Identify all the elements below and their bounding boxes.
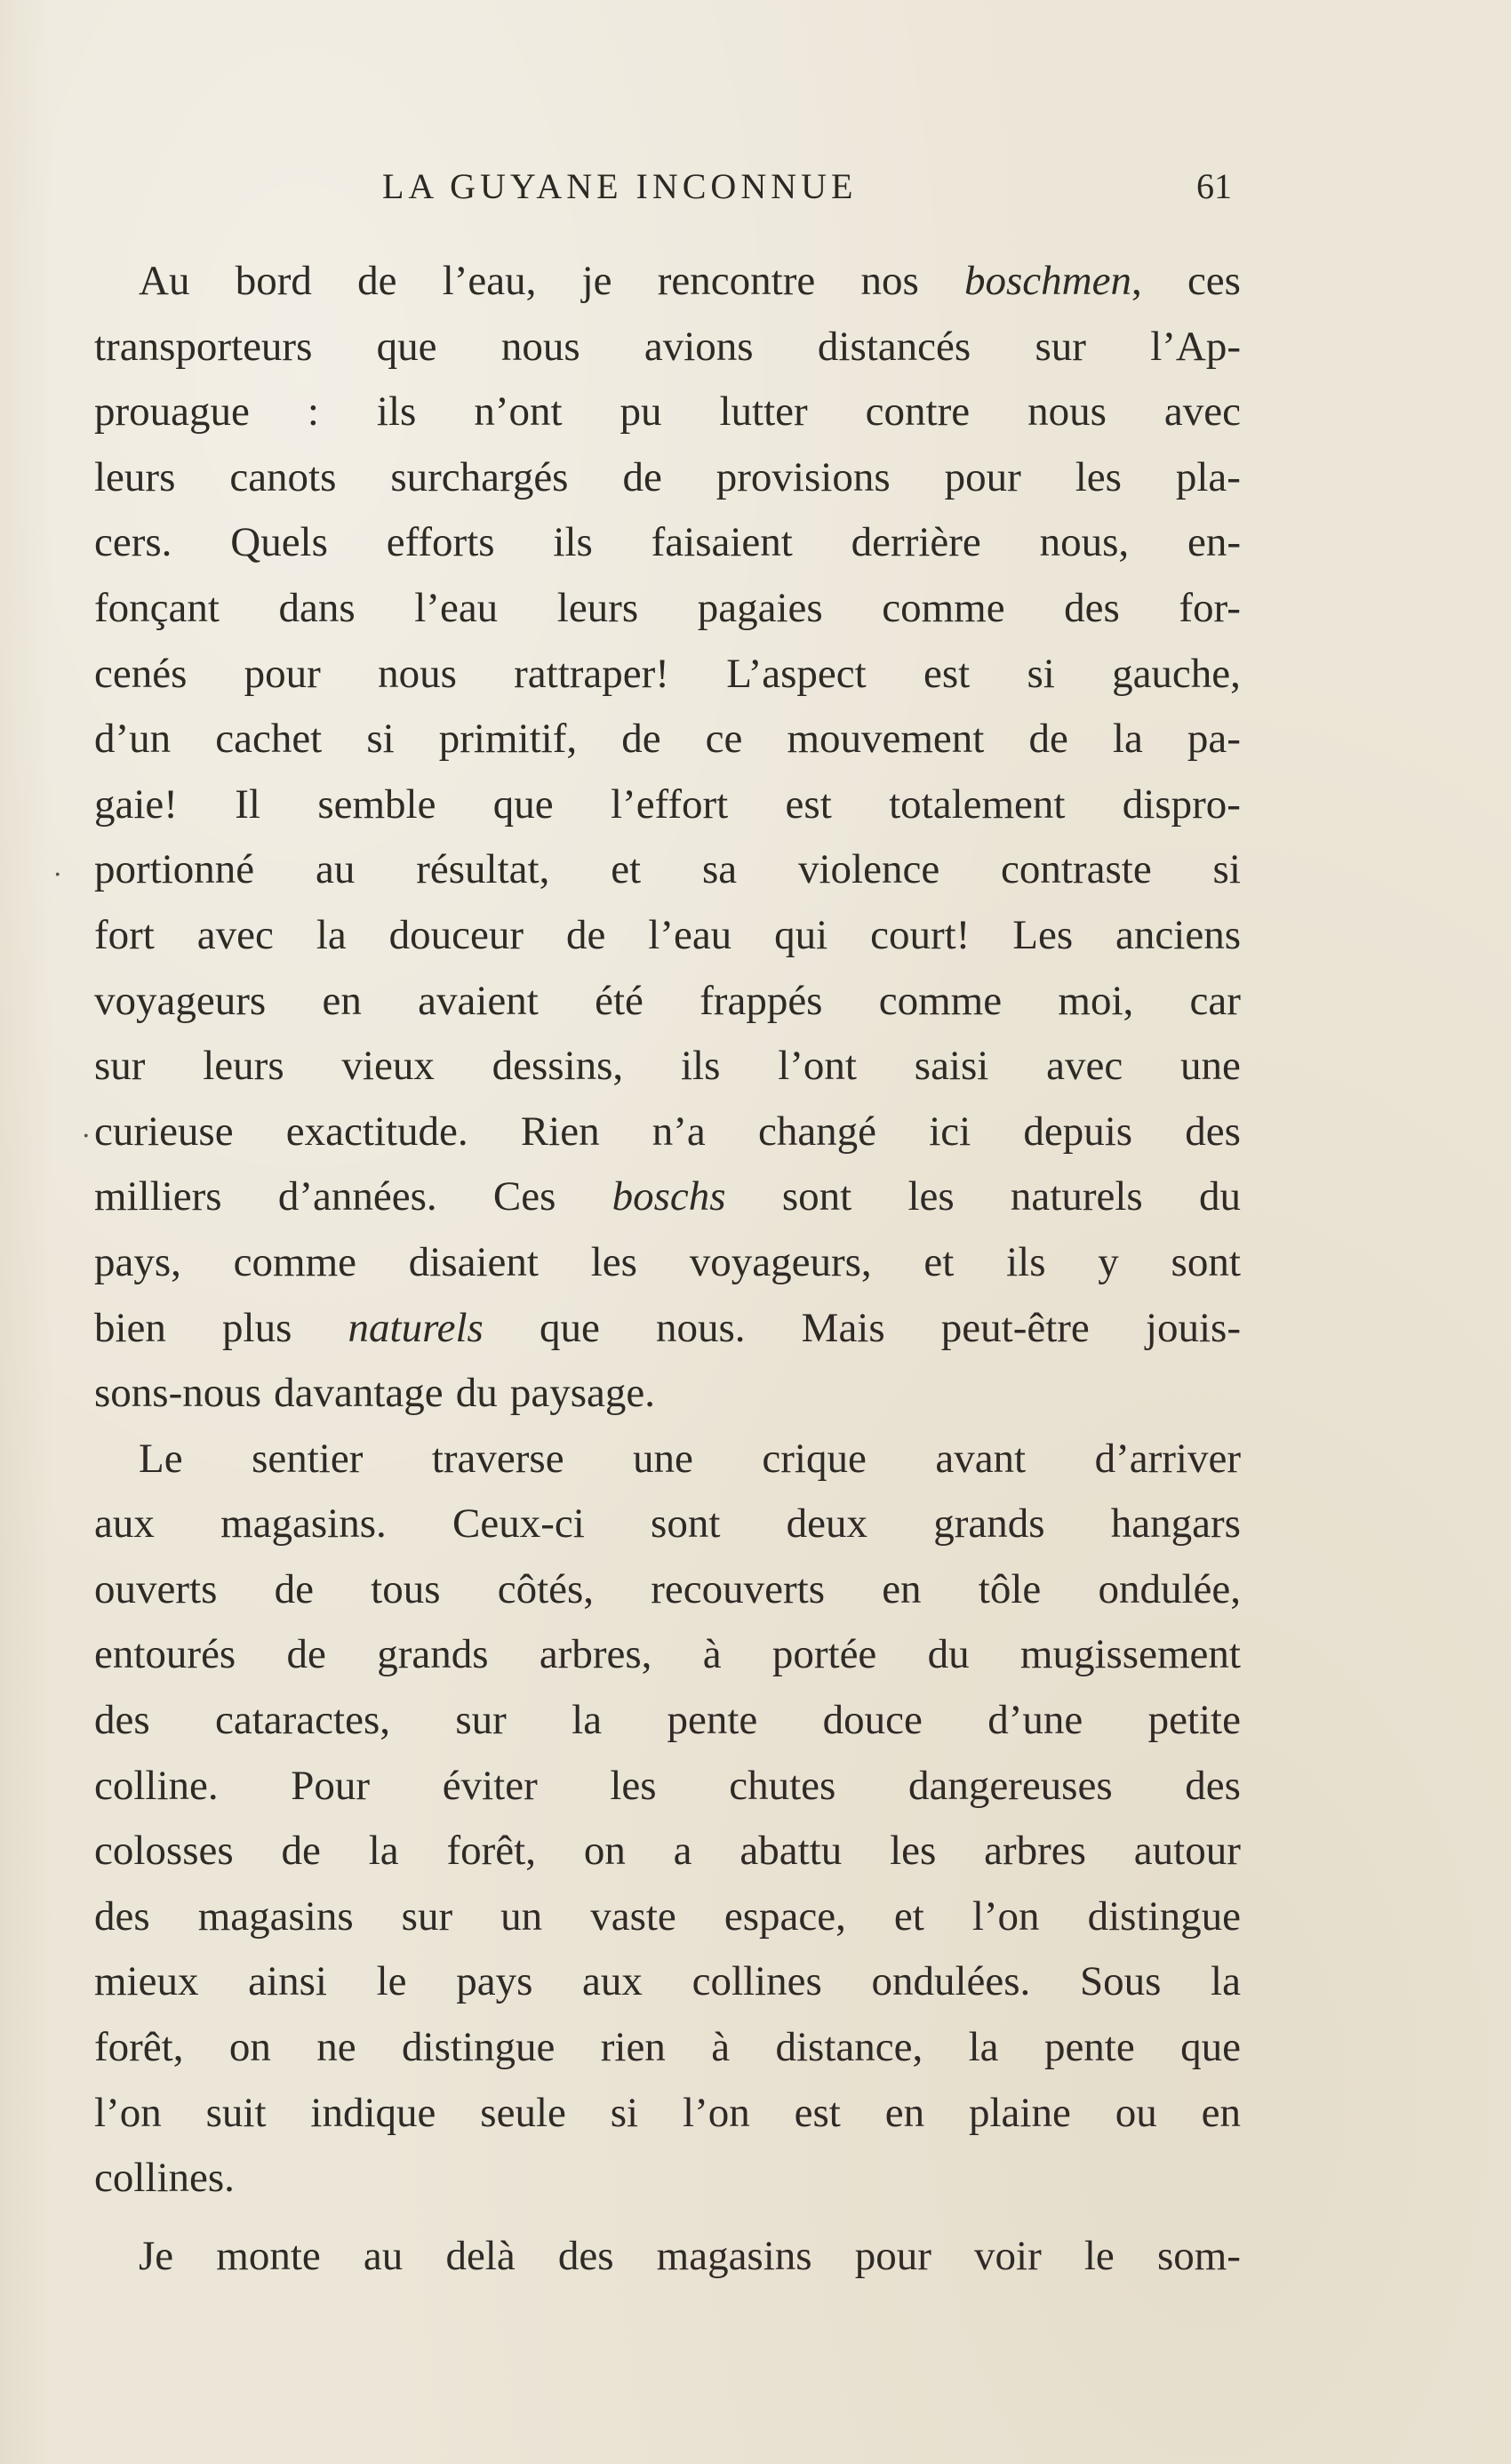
word: Les — [1012, 911, 1074, 958]
word: crique — [762, 1435, 867, 1482]
word: Mais — [801, 1304, 885, 1351]
word: canots — [229, 453, 337, 500]
word: au — [363, 2232, 404, 2279]
word: l’eau — [648, 911, 732, 958]
word: avec — [1046, 1043, 1123, 1090]
word: espace, — [724, 1892, 846, 1940]
word: leurs — [556, 584, 639, 631]
text-line — [94, 707, 1241, 772]
word: une — [1180, 1043, 1241, 1090]
word: d’un — [94, 716, 172, 763]
word: autour — [1133, 1828, 1241, 1875]
word: nous — [500, 323, 580, 370]
word: de — [1028, 716, 1068, 763]
word: tous — [371, 1565, 441, 1612]
word: provisions — [716, 453, 891, 500]
word: sentier — [252, 1435, 364, 1482]
word: du — [1198, 1173, 1241, 1220]
word: en- — [1187, 519, 1241, 566]
word: distancés — [817, 323, 971, 370]
word: curieuse — [94, 1108, 234, 1155]
text-line — [94, 1034, 1241, 1100]
word: dessins, — [492, 1043, 624, 1090]
word: côtés, — [497, 1565, 595, 1612]
word: l’eau, — [442, 258, 537, 304]
word: que — [1180, 2024, 1241, 2071]
word: si — [1212, 846, 1241, 893]
word: depuis — [1023, 1108, 1133, 1155]
text-line — [94, 969, 1241, 1035]
word: pagaies — [697, 584, 823, 631]
word: la — [968, 2024, 999, 2071]
word: sons-nous — [94, 1370, 262, 1417]
word: pays — [456, 1958, 533, 2005]
word: pu — [620, 388, 662, 436]
word: n’a — [652, 1108, 706, 1155]
word: collines — [692, 1958, 822, 2005]
word: leurs — [94, 453, 176, 500]
word: y — [1098, 1238, 1119, 1285]
word: cataractes, — [215, 1697, 390, 1744]
text-line — [94, 315, 1241, 380]
word: à — [702, 1631, 722, 1678]
word: cachet — [215, 716, 323, 763]
text-line — [94, 1688, 1241, 1754]
word: vieux — [341, 1043, 435, 1090]
word: en — [882, 1565, 922, 1612]
word: boschmen, — [963, 258, 1142, 304]
word: ne — [316, 2024, 356, 2071]
word: de — [565, 911, 606, 958]
word: et — [893, 1892, 924, 1940]
word: arbres, — [539, 1631, 652, 1678]
word: cenés — [94, 650, 188, 697]
word: sur — [94, 1043, 146, 1090]
text-line — [94, 249, 1241, 315]
word: d’arriver — [1094, 1435, 1241, 1482]
word: nous — [378, 650, 457, 697]
word: totalement — [889, 780, 1066, 828]
text-line — [94, 1622, 1241, 1688]
word: plus — [222, 1304, 292, 1351]
word: si — [366, 716, 395, 763]
body-text — [94, 249, 1241, 2289]
word: seule — [480, 2089, 566, 2136]
word: avions — [644, 323, 754, 370]
word: jouis- — [1145, 1304, 1241, 1351]
word: pour — [944, 453, 1021, 500]
word: comme — [882, 584, 1005, 631]
word: collines. — [94, 2155, 235, 2202]
text-line — [94, 1819, 1241, 1884]
word: de — [286, 1631, 326, 1678]
word: l’on — [94, 2089, 162, 2136]
text-line — [94, 1427, 1241, 1492]
word: les — [610, 1762, 657, 1809]
word: le — [376, 1958, 407, 2005]
word: mouvement — [787, 716, 985, 763]
word: en — [322, 977, 362, 1024]
word: entourés — [94, 1631, 236, 1678]
word: Pour — [291, 1762, 371, 1809]
word: nos — [860, 258, 919, 304]
word: Au — [139, 258, 190, 304]
word: pour — [244, 650, 321, 697]
text-line — [94, 1296, 1241, 1362]
word: les — [590, 1238, 637, 1285]
word: bien — [94, 1304, 166, 1351]
word: la — [572, 1697, 603, 1744]
word: saisi — [914, 1043, 989, 1090]
word: Rien — [520, 1108, 600, 1155]
word: faisaient — [651, 519, 793, 566]
text-line — [94, 510, 1241, 576]
word: douce — [822, 1697, 923, 1744]
word: magasins. — [220, 1500, 387, 1548]
word: a — [673, 1828, 692, 1875]
word: boschs — [612, 1173, 726, 1220]
word: anciens — [1115, 911, 1241, 958]
word: ces — [1187, 258, 1241, 304]
word: en — [1201, 2089, 1241, 2136]
word: sont — [781, 1173, 852, 1220]
word: l’on — [683, 2089, 750, 2136]
word: nous. — [655, 1304, 746, 1351]
word: sur — [1035, 323, 1086, 370]
word: sur — [455, 1697, 507, 1744]
word: Quels — [230, 519, 328, 566]
word: voir — [974, 2232, 1042, 2279]
word: des — [1064, 584, 1120, 631]
word: ouverts — [94, 1565, 218, 1612]
word: changé — [757, 1108, 877, 1155]
word: la — [316, 911, 347, 958]
word: gaie! — [94, 780, 178, 828]
text-line — [94, 1884, 1241, 1950]
word: Sous — [1079, 1958, 1162, 2005]
word: au — [316, 846, 356, 893]
word: distingue — [402, 2024, 556, 2071]
word: la — [368, 1828, 399, 1875]
word: un — [500, 1892, 543, 1940]
word: dans — [278, 584, 356, 631]
word: avant — [935, 1435, 1027, 1482]
text-line — [94, 1100, 1241, 1165]
word: suit — [205, 2089, 267, 2136]
word: des — [1185, 1108, 1241, 1155]
word: portée — [771, 1631, 877, 1678]
word: l’ont — [778, 1043, 857, 1090]
word: vaste — [590, 1892, 676, 1940]
word: for- — [1179, 584, 1241, 631]
text-line — [94, 1557, 1241, 1623]
word: d’une — [987, 1697, 1083, 1744]
word: mieux — [94, 1958, 199, 2005]
word: avaient — [418, 977, 539, 1024]
word: résultat, — [416, 846, 550, 893]
word: avec — [1163, 388, 1241, 436]
word: que — [539, 1304, 600, 1351]
word: est — [794, 2089, 841, 2136]
word: Le — [139, 1435, 183, 1482]
word: des — [94, 1697, 150, 1744]
word: petite — [1147, 1697, 1241, 1744]
word: à — [711, 2024, 731, 2071]
word: tôle — [978, 1565, 1042, 1612]
word: mugissement — [1019, 1631, 1241, 1678]
word: indique — [310, 2089, 436, 2136]
margin-speck: . — [53, 852, 62, 883]
word: de — [622, 453, 662, 500]
word: ils — [376, 388, 417, 436]
word: fort — [94, 911, 155, 958]
word: gauche, — [1112, 650, 1241, 697]
word: plaine — [969, 2089, 1071, 2136]
text-line — [94, 2224, 1241, 2290]
word: l’eau — [414, 584, 499, 631]
text-line — [94, 576, 1241, 642]
word: ou — [1115, 2089, 1157, 2136]
margin-speck: . — [82, 1113, 91, 1144]
word: du — [927, 1631, 970, 1678]
word: du — [455, 1370, 498, 1417]
word: colline. — [94, 1762, 219, 1809]
word: de — [621, 716, 661, 763]
word: que — [492, 780, 554, 828]
word: lutter — [719, 388, 808, 436]
word: pays, — [94, 1238, 181, 1285]
word: rien — [600, 2024, 666, 2071]
word: frappés — [700, 977, 823, 1024]
word: les — [907, 1173, 955, 1220]
word: delà — [445, 2232, 516, 2279]
word: magasins — [197, 1892, 354, 1940]
word: hangars — [1110, 1500, 1241, 1548]
word: une — [633, 1435, 693, 1482]
word: sa — [701, 846, 738, 893]
word: milliers — [94, 1173, 222, 1220]
word: ils — [553, 519, 593, 566]
word: ondulée, — [1098, 1565, 1241, 1612]
word: magasins — [656, 2232, 812, 2279]
word: recouverts — [651, 1565, 825, 1612]
word: cers. — [94, 519, 172, 566]
word: est — [785, 780, 832, 828]
word: on — [228, 2024, 271, 2071]
word: derrière — [851, 519, 981, 566]
word: davantage — [274, 1370, 444, 1417]
word: ainsi — [248, 1958, 327, 2005]
word: bord — [235, 258, 312, 304]
word: si — [610, 2089, 639, 2136]
text-line — [94, 2146, 1241, 2212]
text-line — [94, 2015, 1241, 2081]
word: été — [595, 977, 644, 1024]
word: le — [1083, 2232, 1115, 2279]
word: som- — [1156, 2232, 1241, 2279]
word: ici — [929, 1108, 971, 1155]
word: efforts — [386, 519, 495, 566]
word: moi, — [1058, 977, 1134, 1024]
word: l’on — [971, 1892, 1040, 1940]
word: dangereuses — [907, 1762, 1113, 1809]
running-title: LA GUYANE INCONNUE — [382, 166, 858, 206]
text-line — [94, 1949, 1241, 2015]
word: pente — [1043, 2024, 1135, 2071]
text-line — [94, 837, 1241, 903]
word: pente — [667, 1697, 758, 1744]
word: semble — [317, 780, 436, 828]
text-line — [94, 772, 1241, 838]
word: la — [1112, 716, 1143, 763]
word: prouague — [94, 388, 250, 436]
word: comme — [878, 977, 1003, 1024]
word: je — [581, 258, 612, 304]
word: colosses — [94, 1828, 234, 1875]
word: des — [1185, 1762, 1241, 1809]
word: L’aspect — [726, 650, 867, 697]
text-line — [94, 1754, 1241, 1820]
word: deux — [786, 1500, 867, 1548]
word: contre — [865, 388, 971, 436]
word: les — [890, 1828, 937, 1875]
word: dispro- — [1122, 780, 1241, 828]
word: aux — [94, 1500, 155, 1548]
word: si — [1027, 650, 1055, 697]
word: la — [1211, 1958, 1241, 2005]
word: grands — [377, 1631, 489, 1678]
word: portionné — [94, 846, 255, 893]
word: contraste — [1001, 846, 1152, 893]
word: n’ont — [474, 388, 563, 436]
word: nous, — [1039, 519, 1130, 566]
word: nous — [1027, 388, 1107, 436]
text-line — [94, 1361, 1241, 1427]
word: ils — [1006, 1238, 1046, 1285]
word: l’effort — [610, 780, 729, 828]
word: d’années. — [277, 1173, 437, 1220]
word: l’Ap- — [1150, 323, 1241, 370]
word: en — [884, 2089, 925, 2136]
word: car — [1189, 977, 1241, 1024]
word: Ceux-ci — [452, 1500, 585, 1548]
word: les — [1075, 453, 1122, 500]
word: rencontre — [657, 258, 816, 304]
word: que — [376, 323, 437, 370]
word: leurs — [203, 1043, 284, 1090]
word: arbres — [984, 1828, 1086, 1875]
word: surchargés — [390, 453, 569, 500]
word: fonçant — [94, 584, 220, 631]
word: Je — [139, 2232, 174, 2279]
word: distance, — [775, 2024, 923, 2071]
text-line — [94, 380, 1241, 445]
word: voyageurs — [94, 977, 267, 1024]
text-line — [94, 1492, 1241, 1557]
word: court! — [870, 911, 971, 958]
word: grands — [933, 1500, 1045, 1548]
word: : — [307, 388, 319, 436]
word: sont — [651, 1500, 721, 1548]
word: pour — [854, 2232, 931, 2279]
text-line — [94, 1164, 1241, 1230]
word: Ces — [492, 1173, 556, 1220]
word: et — [923, 1238, 955, 1285]
word: disaient — [408, 1238, 539, 1285]
word: est — [923, 650, 971, 697]
word: pa- — [1187, 716, 1241, 763]
word: forêt, — [446, 1828, 536, 1875]
word: et — [611, 846, 642, 893]
text-line — [94, 1230, 1241, 1296]
word: distingue — [1087, 1892, 1241, 1940]
word: rattraper! — [514, 650, 669, 697]
word: ondulées. — [871, 1958, 1031, 2005]
word: monte — [216, 2232, 321, 2279]
word: paysage. — [509, 1370, 655, 1417]
word: transporteurs — [94, 323, 313, 370]
word: traverse — [431, 1435, 564, 1482]
word: douceur — [388, 911, 524, 958]
text-line — [94, 903, 1241, 969]
word: de — [274, 1565, 314, 1612]
word: de — [281, 1828, 321, 1875]
word: primitif, — [438, 716, 578, 763]
word: avec — [196, 911, 274, 958]
word: qui — [774, 911, 828, 958]
word: peut-être — [940, 1304, 1090, 1351]
word: exactitude. — [285, 1108, 468, 1155]
word: ils — [680, 1043, 721, 1090]
word: aux — [582, 1958, 643, 2005]
word: chutes — [729, 1762, 836, 1809]
page-number: 61 — [1196, 166, 1232, 206]
word: comme — [233, 1238, 357, 1285]
word: voyageurs, — [689, 1238, 872, 1285]
text-line — [94, 445, 1241, 511]
word: des — [557, 2232, 614, 2279]
word: forêt, — [94, 2024, 184, 2071]
word: éviter — [442, 1762, 538, 1809]
text-line — [94, 2081, 1241, 2147]
word: sur — [401, 1892, 453, 1940]
word: ce — [705, 716, 743, 763]
word: violence — [797, 846, 940, 893]
word: pla- — [1175, 453, 1241, 500]
word: on — [583, 1828, 626, 1875]
word: sont — [1171, 1238, 1241, 1285]
text-line — [94, 642, 1241, 708]
word: naturels — [348, 1304, 484, 1351]
word: naturels — [1010, 1173, 1143, 1220]
word: de — [357, 258, 397, 304]
word: des — [94, 1892, 150, 1940]
word: abattu — [740, 1828, 843, 1875]
word: Il — [235, 780, 260, 828]
